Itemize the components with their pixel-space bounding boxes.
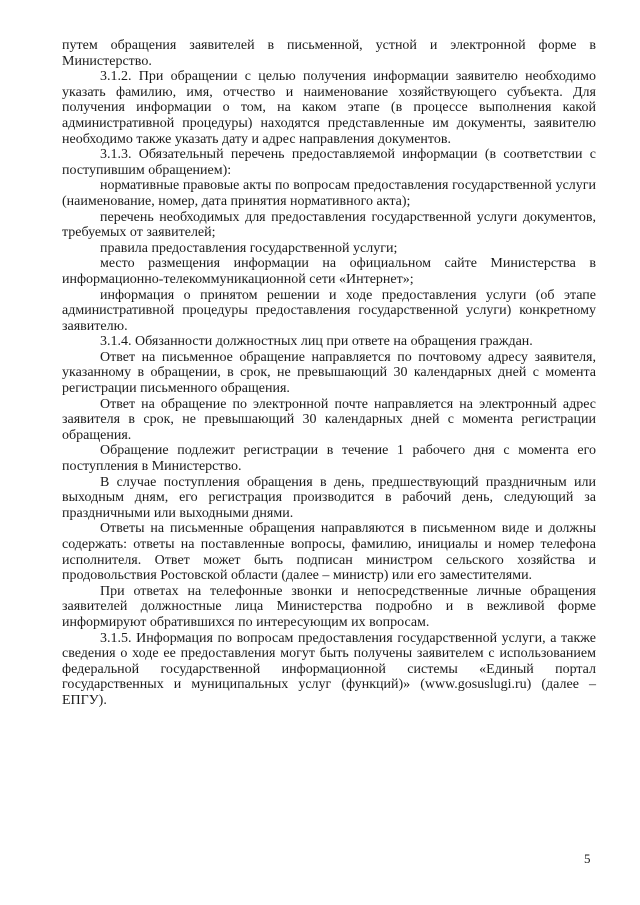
- list-item-decision-info: информация о принятом решении и ходе предоставления услуги (об этапе административной процедуры предоставления государственной услуги) конкретному заявителю.: [62, 287, 596, 334]
- paragraph-continuation: путем обращения заявителей в письменной, устной и электронной форме в Министерство.: [62, 38, 596, 69]
- paragraph-registration: Обращение подлежит регистрации в течение 1 рабочего дня с момента его поступления в Министерство.: [62, 443, 596, 475]
- paragraph-phone-calls: При ответах на телефонные звонки и непосредственные личные обращения заявителей должностные лица Министерства подробно и в вежливой форме информируют обратившихся по интересующим их вопросам.: [62, 583, 596, 630]
- paragraph-reply-contents: Ответы на письменные обращения направляются в письменном виде и должны содержать: ответы на поставленные вопросы, фамилию, инициалы и номер телефона исполнителя. Ответ может быть подписан министром сельского хозяйства и продовольствия Ростовской области (далее – министр) или его заместителями.: [62, 521, 596, 584]
- list-item-documents: перечень необходимых для предоставления государственной услуги документов, требуемых от заявителей;: [62, 209, 596, 241]
- page-number: 5: [584, 851, 591, 866]
- paragraph-written-reply: Ответ на письменное обращение направляется по почтовому адресу заявителя, указанному в обращении, в срок, не превышающий 30 календарных дней с момента регистрации письменного обращения.: [62, 349, 596, 397]
- document-body: [62, 38, 596, 709]
- paragraph-3-1-4: 3.1.4. Обязанности должностных лиц при ответе на обращения граждан.: [100, 334, 533, 350]
- list-item-website: место размещения информации на официальном сайте Министерства в информационно-телекоммуникационной сети «Интернет»;: [62, 256, 596, 287]
- paragraph-email-reply: Ответ на обращение по электронной почте направляется на электронный адрес заявителя в срок, не превышающий 30 календарных дней с момента регистрации обращения.: [62, 396, 596, 443]
- paragraph-3-1-5: 3.1.5. Информация по вопросам предоставления государственной услуги, а также сведения о ходе ее предоставления могут быть получены заявителем с использованием федеральной государственной информационной системы «Единый портал государственных и муниципальных услуг (функций)» (www.gosuslugi.ru) (далее – ЕПГУ).: [62, 630, 596, 708]
- list-item-normative-acts: нормативные правовые акты по вопросам предоставления государственной услуги (наименование, номер, дата принятия нормативного акта);: [62, 178, 596, 209]
- paragraph-3-1-3: 3.1.3. Обязательный перечень предоставляемой информации (в соответствии с поступившим обращением):: [62, 147, 596, 178]
- paragraph-3-1-2: 3.1.2. При обращении с целью получения информации заявителю необходимо указать фамилию, имя, отчество и наименование хозяйствующего субъекта. Для получения информации о том, на каком этапе (в процессе выполнения какой административной процедуры) находятся представленные им документы, заявителю необходимо также указать дату и адрес направления документов.: [62, 69, 596, 147]
- paragraph-holidays: В случае поступления обращения в день, предшествующий праздничным или выходным дням, его регистрация производится в рабочий день, следующий за праздничными или выходными днями.: [62, 474, 596, 521]
- list-item-rules: правила предоставления государственной услуги;: [100, 240, 398, 256]
